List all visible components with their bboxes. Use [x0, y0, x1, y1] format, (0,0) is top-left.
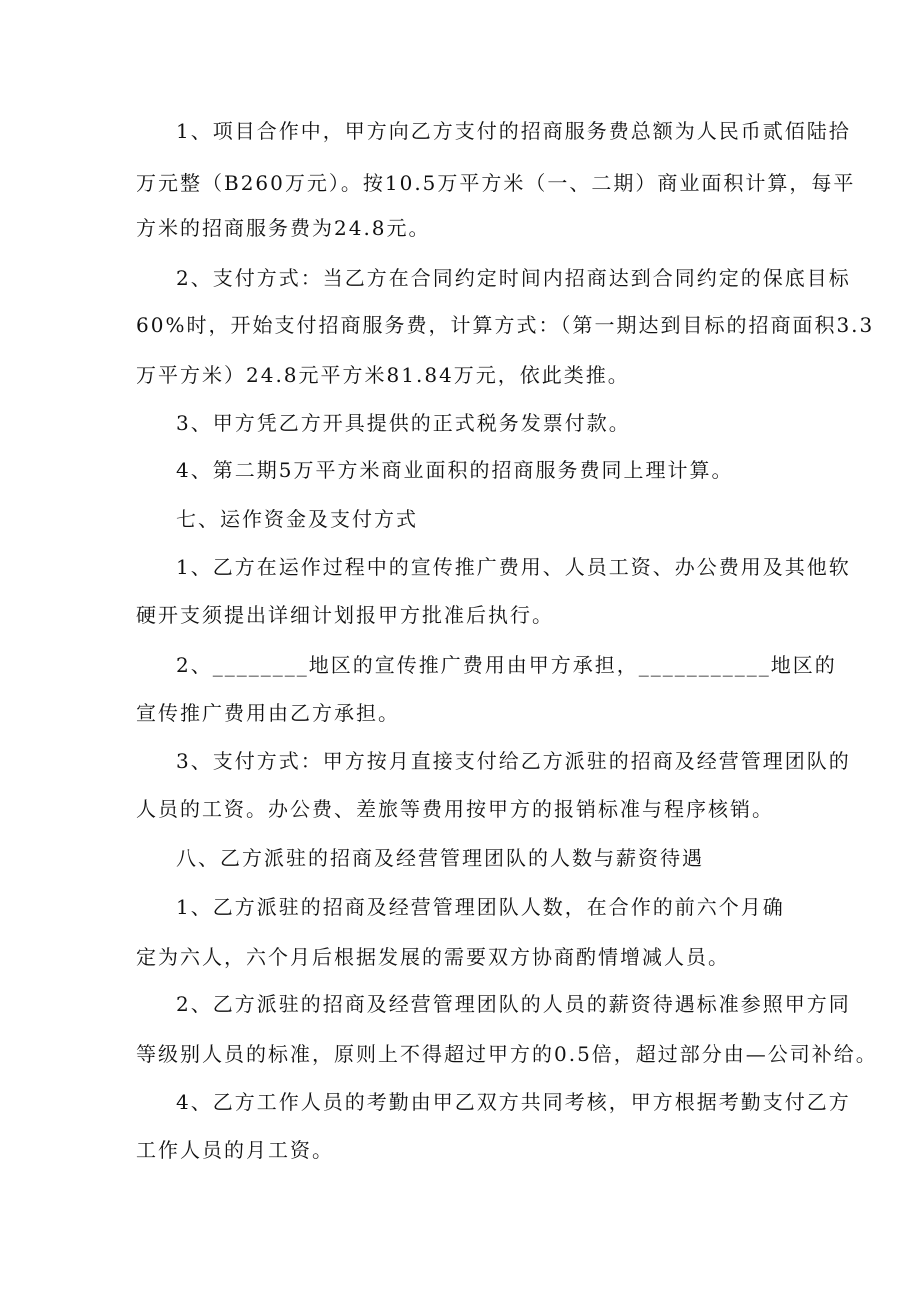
- text-line: 60%时，开始支付招商服务费，计算方式：（第一期达到目标的招商面积3.3: [136, 313, 875, 337]
- text-line: 宣传推广费用由乙方承担。: [136, 701, 400, 725]
- text-line: 3、甲方凭乙方开具提供的正式税务发票付款。: [176, 411, 631, 435]
- text-line: 人员的工资。办公费、差旅等费用按甲方的报销标准与程序核销。: [136, 797, 774, 821]
- text-line: 4、第二期5万平方米商业面积的招商服务费同上理计算。: [176, 458, 734, 482]
- text-line: 2、乙方派驻的招商及经营管理团队的人员的薪资待遇标准参照甲方同: [176, 992, 851, 1016]
- text-line: 工作人员的月工资。: [136, 1138, 334, 1162]
- text-line: 1、项目合作中，甲方向乙方支付的招商服务费总额为人民币贰佰陆拾: [176, 119, 851, 143]
- text-line: 等级别人员的标准，原则上不得超过甲方的0.5倍，超过部分由—公司补给。: [136, 1042, 878, 1066]
- text-line: 方米的招商服务费为24.8元。: [136, 216, 431, 240]
- text-line: 1、乙方在运作过程中的宣传推广费用、人员工资、办公费用及其他软: [176, 555, 851, 579]
- text-line: 定为六人，六个月后根据发展的需要双方协商酌情增减人员。: [136, 945, 730, 969]
- text-line: 万元整（B260万元）。按10.5万平方米（一、二期）商业面积计算，每平: [136, 171, 856, 195]
- text-line: 万平方米）24.8元平方米81.84万元，依此类推。: [136, 363, 630, 387]
- text-line: 2、支付方式：当乙方在合同约定时间内招商达到合同约定的保底目标: [176, 266, 851, 290]
- text-line: 1、乙方派驻的招商及经营管理团队人数，在合作的前六个月确: [176, 895, 785, 919]
- text-line: 硬开支须提出详细计划报甲方批准后执行。: [136, 603, 554, 627]
- text-line: 3、支付方式：甲方按月直接支付给乙方派驻的招商及经营管理团队的: [176, 749, 851, 773]
- text-line: 4、乙方工作人员的考勤由甲乙双方共同考核，甲方根据考勤支付乙方: [176, 1090, 851, 1114]
- section-heading: 八、乙方派驻的招商及经营管理团队的人数与薪资待遇: [176, 846, 704, 870]
- text-line: 2、________地区的宣传推广费用由甲方承担，___________地区的: [176, 653, 837, 677]
- section-heading: 七、运作资金及支付方式: [176, 507, 418, 531]
